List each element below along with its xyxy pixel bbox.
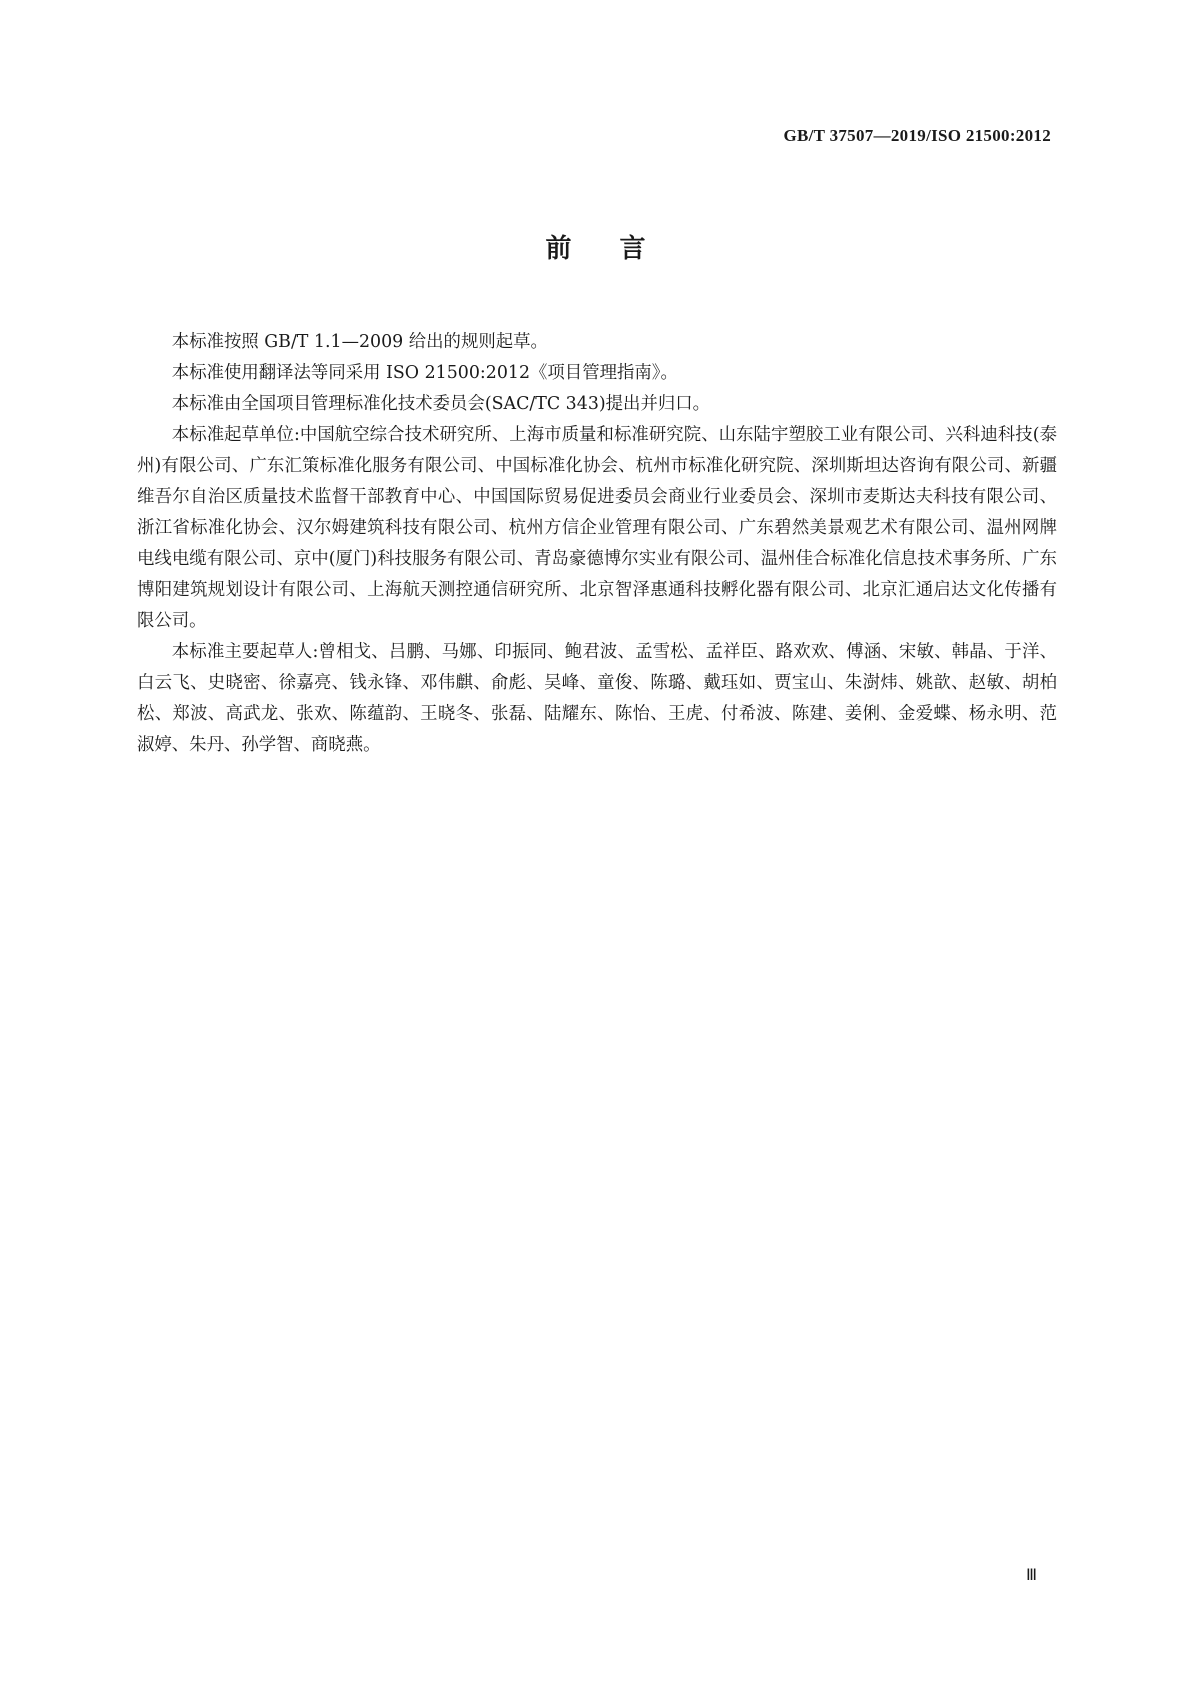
foreword-body: [137, 327, 1057, 761]
paragraph-drafting-rules: 本标准按照 GB/T 1.1—2009 给出的规则起草。: [171, 332, 548, 352]
page-number: Ⅲ: [1025, 1567, 1036, 1584]
paragraph-adoption: 本标准使用翻译法等同采用 ISO 21500:2012《项目管理指南》。: [171, 363, 678, 383]
paragraph-drafters: 本标准主要起草人:曾相戈、吕鹏、马娜、印振同、鲍君波、孟雪松、孟祥臣、路欢欢、傅涵、宋敏、韩晶、于洋、白云飞、史晓密、徐嘉亮、钱永锋、邓伟麒、俞彪、吴峰、童俊、陈璐、戴珏如、贾宝山、朱澍炜、姚歆、赵敏、胡柏松、郑波、高武龙、张欢、陈蕴韵、王晓冬、张磊、陆耀东、陈怡、王虎、付希波、陈建、姜俐、金爱蝶、杨永明、范淑婷、朱丹、孙学智、商晓燕。: [137, 642, 1057, 755]
standard-number-header: GB/T 37507—2019/ISO 21500:2012: [783, 126, 1051, 145]
paragraph-proposer: 本标准由全国项目管理标准化技术委员会(SAC/TC 343)提出并归口。: [171, 394, 711, 414]
paragraph-drafting-units: 本标准起草单位:中国航空综合技术研究所、上海市质量和标准研究院、山东陆宇塑胶工业有限公司、兴科迪科技(泰州)有限公司、广东汇策标准化服务有限公司、中国标准化协会、杭州市标准化研究院、深圳斯坦达咨询有限公司、新疆维吾尔自治区质量技术监督干部教育中心、中国国际贸易促进委员会商业行业委员会、深圳市麦斯达夫科技有限公司、浙江省标准化协会、汉尔姆建筑科技有限公司、杭州方信企业管理有限公司、广东碧然美景观艺术有限公司、温州网牌电线电缆有限公司、京中(厦门)科技服务有限公司、青岛豪德博尔实业有限公司、温州佳合标准化信息技术事务所、广东博阳建筑规划设计有限公司、上海航天测控通信研究所、北京智泽惠通科技孵化器有限公司、北京汇通启达文化传播有限公司。: [137, 425, 1057, 631]
section-title: 前言: [545, 234, 694, 264]
